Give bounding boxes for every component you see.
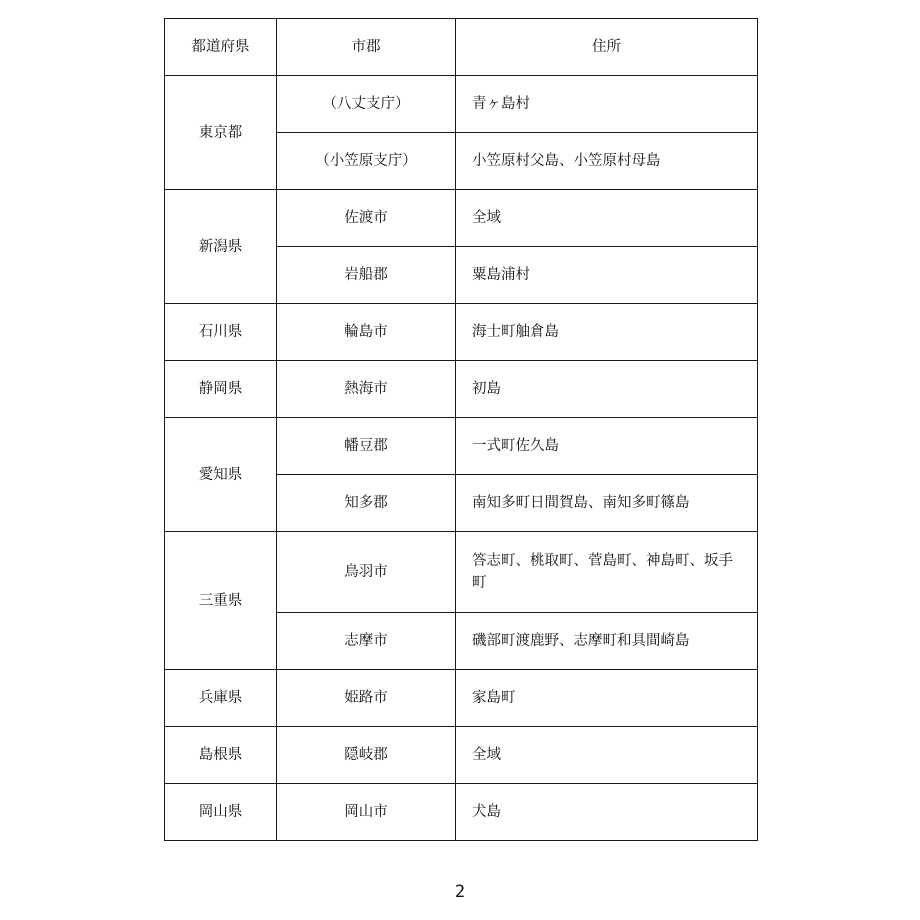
city-cell: 鳥羽市 [277,532,456,613]
prefecture-cell: 島根県 [165,727,277,784]
address-cell: 犬島 [456,784,758,841]
header-address: 住所 [456,19,758,76]
prefecture-cell: 兵庫県 [165,670,277,727]
table-body [165,76,758,841]
address-cell: 磯部町渡鹿野、志摩町和具間崎島 [456,613,758,670]
table-row [165,532,758,613]
address-cell: 海士町舳倉島 [456,304,758,361]
address-cell: 全域 [456,727,758,784]
city-cell: 隠岐郡 [277,727,456,784]
city-cell: 輪島市 [277,304,456,361]
address-cell: 家島町 [456,670,758,727]
city-cell: （八丈支庁） [277,76,456,133]
address-cell: 小笠原村父島、小笠原村母島 [456,133,758,190]
city-cell: 姫路市 [277,670,456,727]
prefecture-cell: 三重県 [165,532,277,670]
city-cell: 岡山市 [277,784,456,841]
city-cell: 熱海市 [277,361,456,418]
table-row [165,76,758,133]
prefecture-cell: 静岡県 [165,361,277,418]
address-cell: 一式町佐久島 [456,418,758,475]
address-cell: 南知多町日間賀島、南知多町篠島 [456,475,758,532]
table-header-row [165,19,758,76]
islands-table [164,18,758,841]
prefecture-cell: 新潟県 [165,190,277,304]
city-cell: （小笠原支庁） [277,133,456,190]
address-cell: 青ヶ島村 [456,76,758,133]
prefecture-cell: 石川県 [165,304,277,361]
prefecture-cell: 東京都 [165,76,277,190]
city-cell: 佐渡市 [277,190,456,247]
table-row [165,727,758,784]
table-row [165,190,758,247]
page-number: 2 [454,882,466,902]
table-row [165,670,758,727]
city-cell: 志摩市 [277,613,456,670]
table-row [165,418,758,475]
table-row [165,784,758,841]
header-city: 市郡 [277,19,456,76]
prefecture-cell: 岡山県 [165,784,277,841]
address-cell: 全域 [456,190,758,247]
address-cell: 初島 [456,361,758,418]
table-row [165,304,758,361]
city-cell: 岩船郡 [277,247,456,304]
table-row [165,361,758,418]
city-cell: 知多郡 [277,475,456,532]
prefecture-cell: 愛知県 [165,418,277,532]
city-cell: 幡豆郡 [277,418,456,475]
address-cell: 答志町、桃取町、菅島町、神島町、坂手町 [456,532,758,613]
address-cell: 粟島浦村 [456,247,758,304]
header-prefecture: 都道府県 [165,19,277,76]
